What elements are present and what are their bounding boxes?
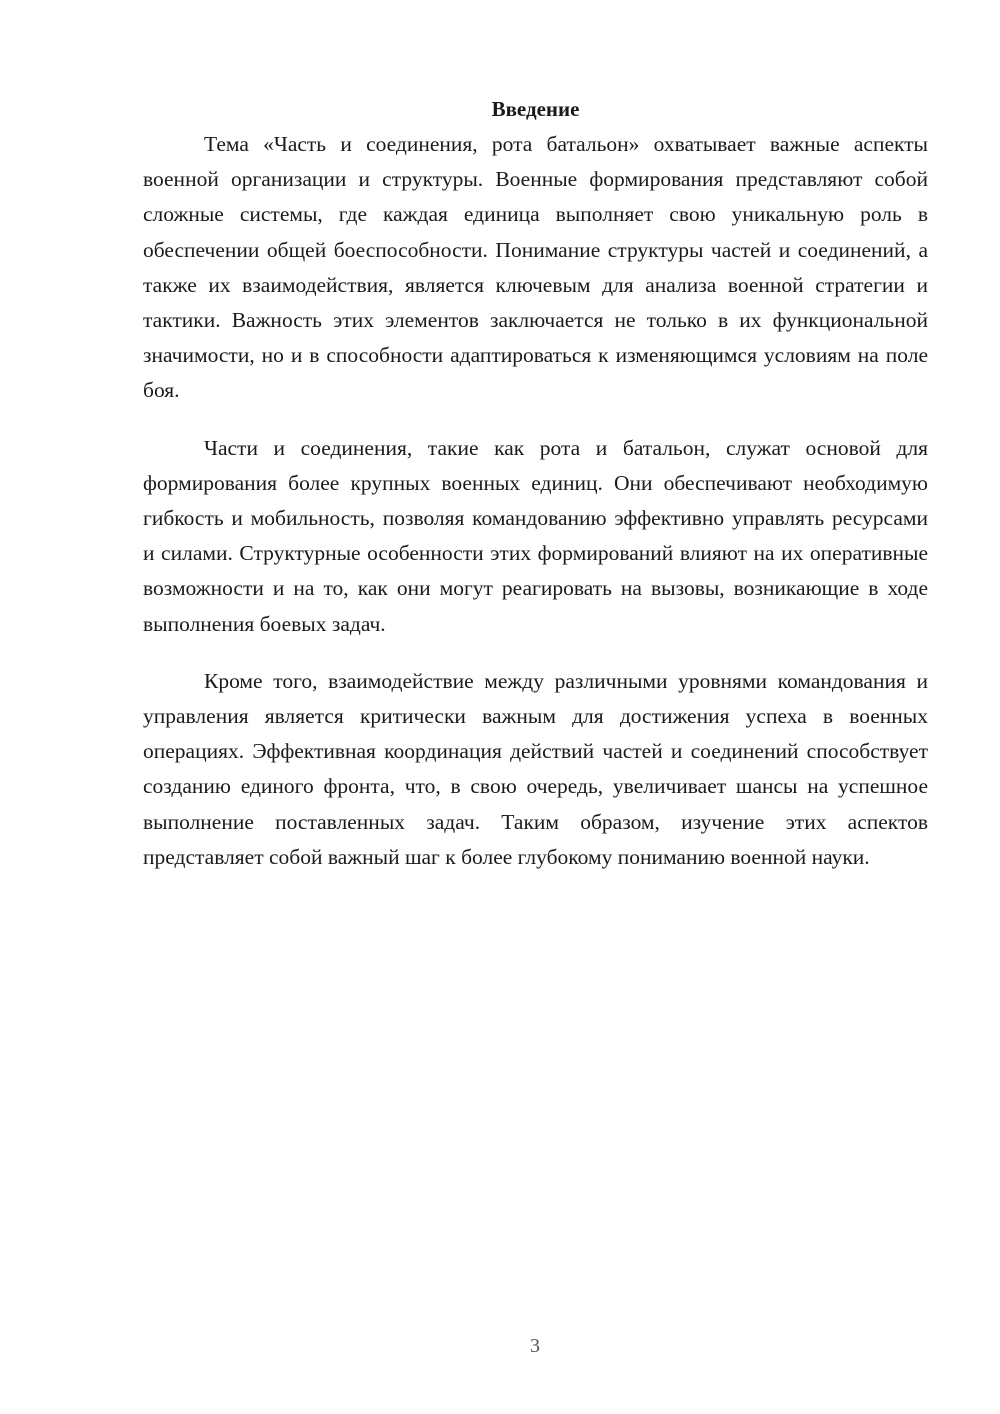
section-title: Введение	[491, 97, 580, 121]
paragraph-3: Кроме того, взаимодействие между различными уровнями командования и управления является критически важным для достижения успеха в военных операциях. Эффективная координация действий частей и соединений способствует созданию единого фронта, что, в свою очередь, увеличивает шансы на успешное выполнение поставленных задач. Таким образом, изучение этих аспектов представляет собой важный шаг к более глубокому пониманию военной науки.	[143, 668, 928, 869]
paragraph-1: Тема «Часть и соединения, рота батальон» охватывает важные аспекты военной организации и структуры. Военные формирования представляют собой сложные системы, где каждая единица выполняет свою уникальную роль в обеспечении общей боеспособности. Понимание структуры частей и соединений, а также их взаимодействия, является ключевым для анализа военной стратегии и тактики. Важность этих элементов заключается не только в их функциональной значимости, но и в способности адаптироваться к изменяющимся условиям на поле боя.	[143, 132, 928, 403]
document-body	[143, 92, 928, 875]
paragraph-2: Части и соединения, такие как рота и батальон, служат основой для формирования более крупных военных единиц. Они обеспечивают необходимую гибкость и мобильность, позволяя командованию эффективно управлять ресурсами и силами. Структурные особенности этих формирований влияют на их оперативные возможности и на то, как они могут реагировать на вызовы, возникающие в ходе выполнения боевых задач.	[143, 435, 928, 636]
page-number: 3	[530, 1335, 540, 1357]
